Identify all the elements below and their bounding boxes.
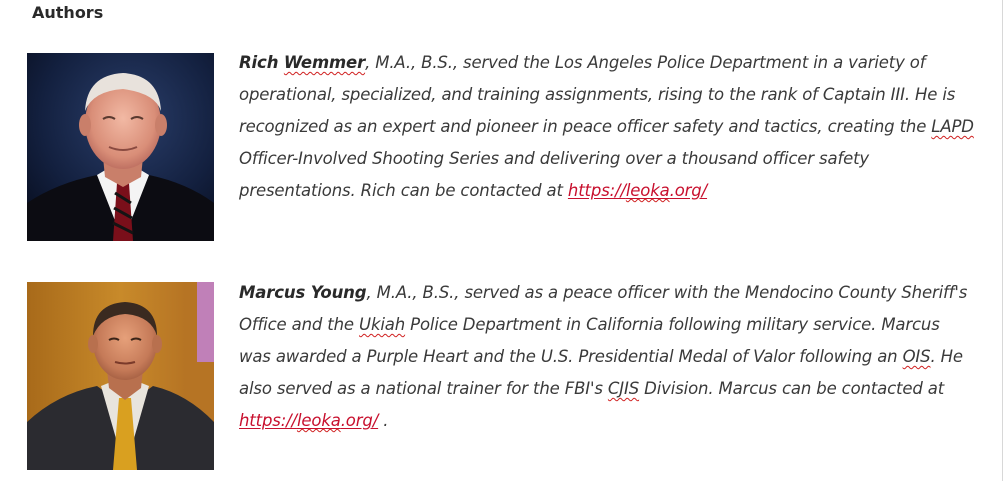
author-bio-marcus-young	[239, 277, 975, 437]
author-photo-marcus-young	[27, 282, 214, 470]
author-name: Marcus Young	[239, 283, 367, 302]
bio-text: Division. Marcus can be contacted at	[639, 379, 945, 398]
page-edge-divider	[1002, 0, 1003, 481]
link-word: leoka	[296, 411, 341, 430]
link-suffix: .org/	[340, 411, 379, 430]
bio-term-cjis: CJIS	[607, 379, 640, 398]
link-prefix: https://	[567, 181, 626, 200]
author-photo-rich-wemmer	[27, 53, 214, 241]
portrait-older-man-icon	[27, 53, 214, 241]
link-word: leoka	[625, 181, 670, 200]
bio-text: . He also served as a national trainer for the FBI's	[239, 347, 963, 398]
link-suffix: .org/	[669, 181, 708, 200]
bio-text: Officer-Involved Shooting Series and delivering over a thousand officer safety presentations. Rich can be contacted at	[239, 149, 870, 200]
contact-link-leoka[interactable]	[239, 411, 378, 430]
author-last-name: Wemmer	[283, 53, 366, 72]
author-bio-rich-wemmer	[239, 47, 975, 207]
author-credentials: , M.A., B.S.,	[366, 283, 460, 302]
portrait-man-icon	[27, 282, 214, 470]
bio-term-lapd: LAPD	[931, 117, 974, 136]
section-heading: Authors	[32, 3, 104, 22]
author-credentials: , M.A., B.S.,	[365, 53, 458, 72]
link-prefix: https://	[239, 411, 297, 430]
bio-text: served the Los Angeles Police Department in a variety of operational, specialized, and training assignments, rising to the rank of Captain III. He is recognized as an expert and pioneer in peace officer safety and tactics, creating the	[239, 53, 956, 136]
author-first-name: Rich	[239, 53, 279, 72]
contact-link-leoka[interactable]	[568, 181, 707, 200]
bio-term-ois: OIS	[902, 347, 931, 366]
bio-end: .	[378, 411, 389, 430]
author-name	[239, 53, 365, 72]
bio-text: served as a peace officer with the Mendocino County Sheriff's Office and the	[239, 283, 968, 334]
bio-term-ukiah: Ukiah	[359, 315, 406, 334]
bio-text: Police Department in California following military service. Marcus was awarded a Purple Heart and the U.S. Presidential Medal of Valor following an	[239, 315, 940, 366]
